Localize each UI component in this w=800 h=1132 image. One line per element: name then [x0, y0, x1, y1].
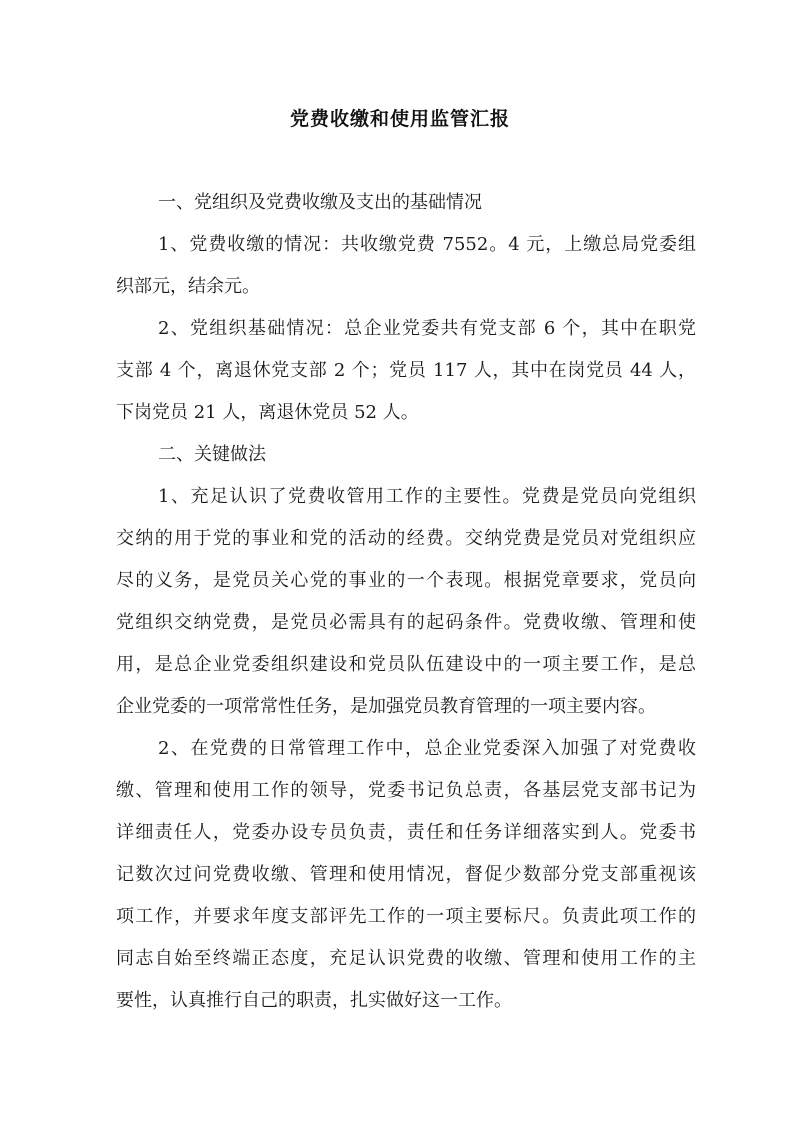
- paragraph-line: 缴、管理和使用工作的领导，党委书记负总责，各基层党支部书记为: [116, 780, 696, 801]
- paragraph-line: 支部 4 个，离退休党支部 2 个；党员 117 人，其中在岗党员 44 人，: [116, 360, 696, 381]
- paragraph-line: 2、党组织基础情况：总企业党委共有党支部 6 个，其中在职党: [158, 318, 696, 339]
- paragraph-line: 党组织交纳党费，是党员必需具有的起码条件。党费收缴、管理和使: [116, 612, 696, 633]
- paragraph-line: 织部元，结余元。: [116, 276, 260, 297]
- document-title: 党费收缴和使用监管汇报: [289, 108, 510, 130]
- paragraph-line: 要性，认真推行自己的职责，扎实做好这一工作。: [116, 990, 512, 1011]
- paragraph-line: 项工作，并要求年度支部评先工作的一项主要标尺。负责此项工作的: [116, 906, 696, 927]
- paragraph-line: 2、在党费的日常管理工作中，总企业党委深入加强了对党费收: [158, 738, 696, 759]
- paragraph-line: 尽的义务，是党员关心党的事业的一个表现。根据党章要求，党员向: [116, 570, 696, 591]
- paragraph-line: 企业党委的一项常常性任务，是加强党员教育管理的一项主要内容。: [116, 696, 656, 717]
- section-heading-2: 二、关键做法: [158, 444, 266, 465]
- paragraph-line: 详细责任人，党委办设专员负责，责任和任务详细落实到人。党委书: [116, 822, 696, 843]
- paragraph-line: 1、党费收缴的情况：共收缴党费 7552。4 元，上缴总局党委组: [158, 234, 696, 255]
- paragraph-line: 交纳的用于党的事业和党的活动的经费。交纳党费是党员对党组织应: [116, 528, 696, 549]
- paragraph-line: 记数次过问党费收缴、管理和使用情况，督促少数部分党支部重视该: [116, 864, 696, 885]
- paragraph-line: 同志自始至终端正态度，充足认识党费的收缴、管理和使用工作的主: [116, 948, 696, 969]
- paragraph-line: 用，是总企业党委组织建设和党员队伍建设中的一项主要工作，是总: [116, 654, 696, 675]
- paragraph-line: 1、充足认识了党费收管用工作的主要性。党费是党员向党组织: [158, 486, 696, 507]
- paragraph-line: 下岗党员 21 人，离退休党员 52 人。: [116, 402, 419, 423]
- section-heading-1: 一、党组织及党费收缴及支出的基础情况: [158, 192, 482, 213]
